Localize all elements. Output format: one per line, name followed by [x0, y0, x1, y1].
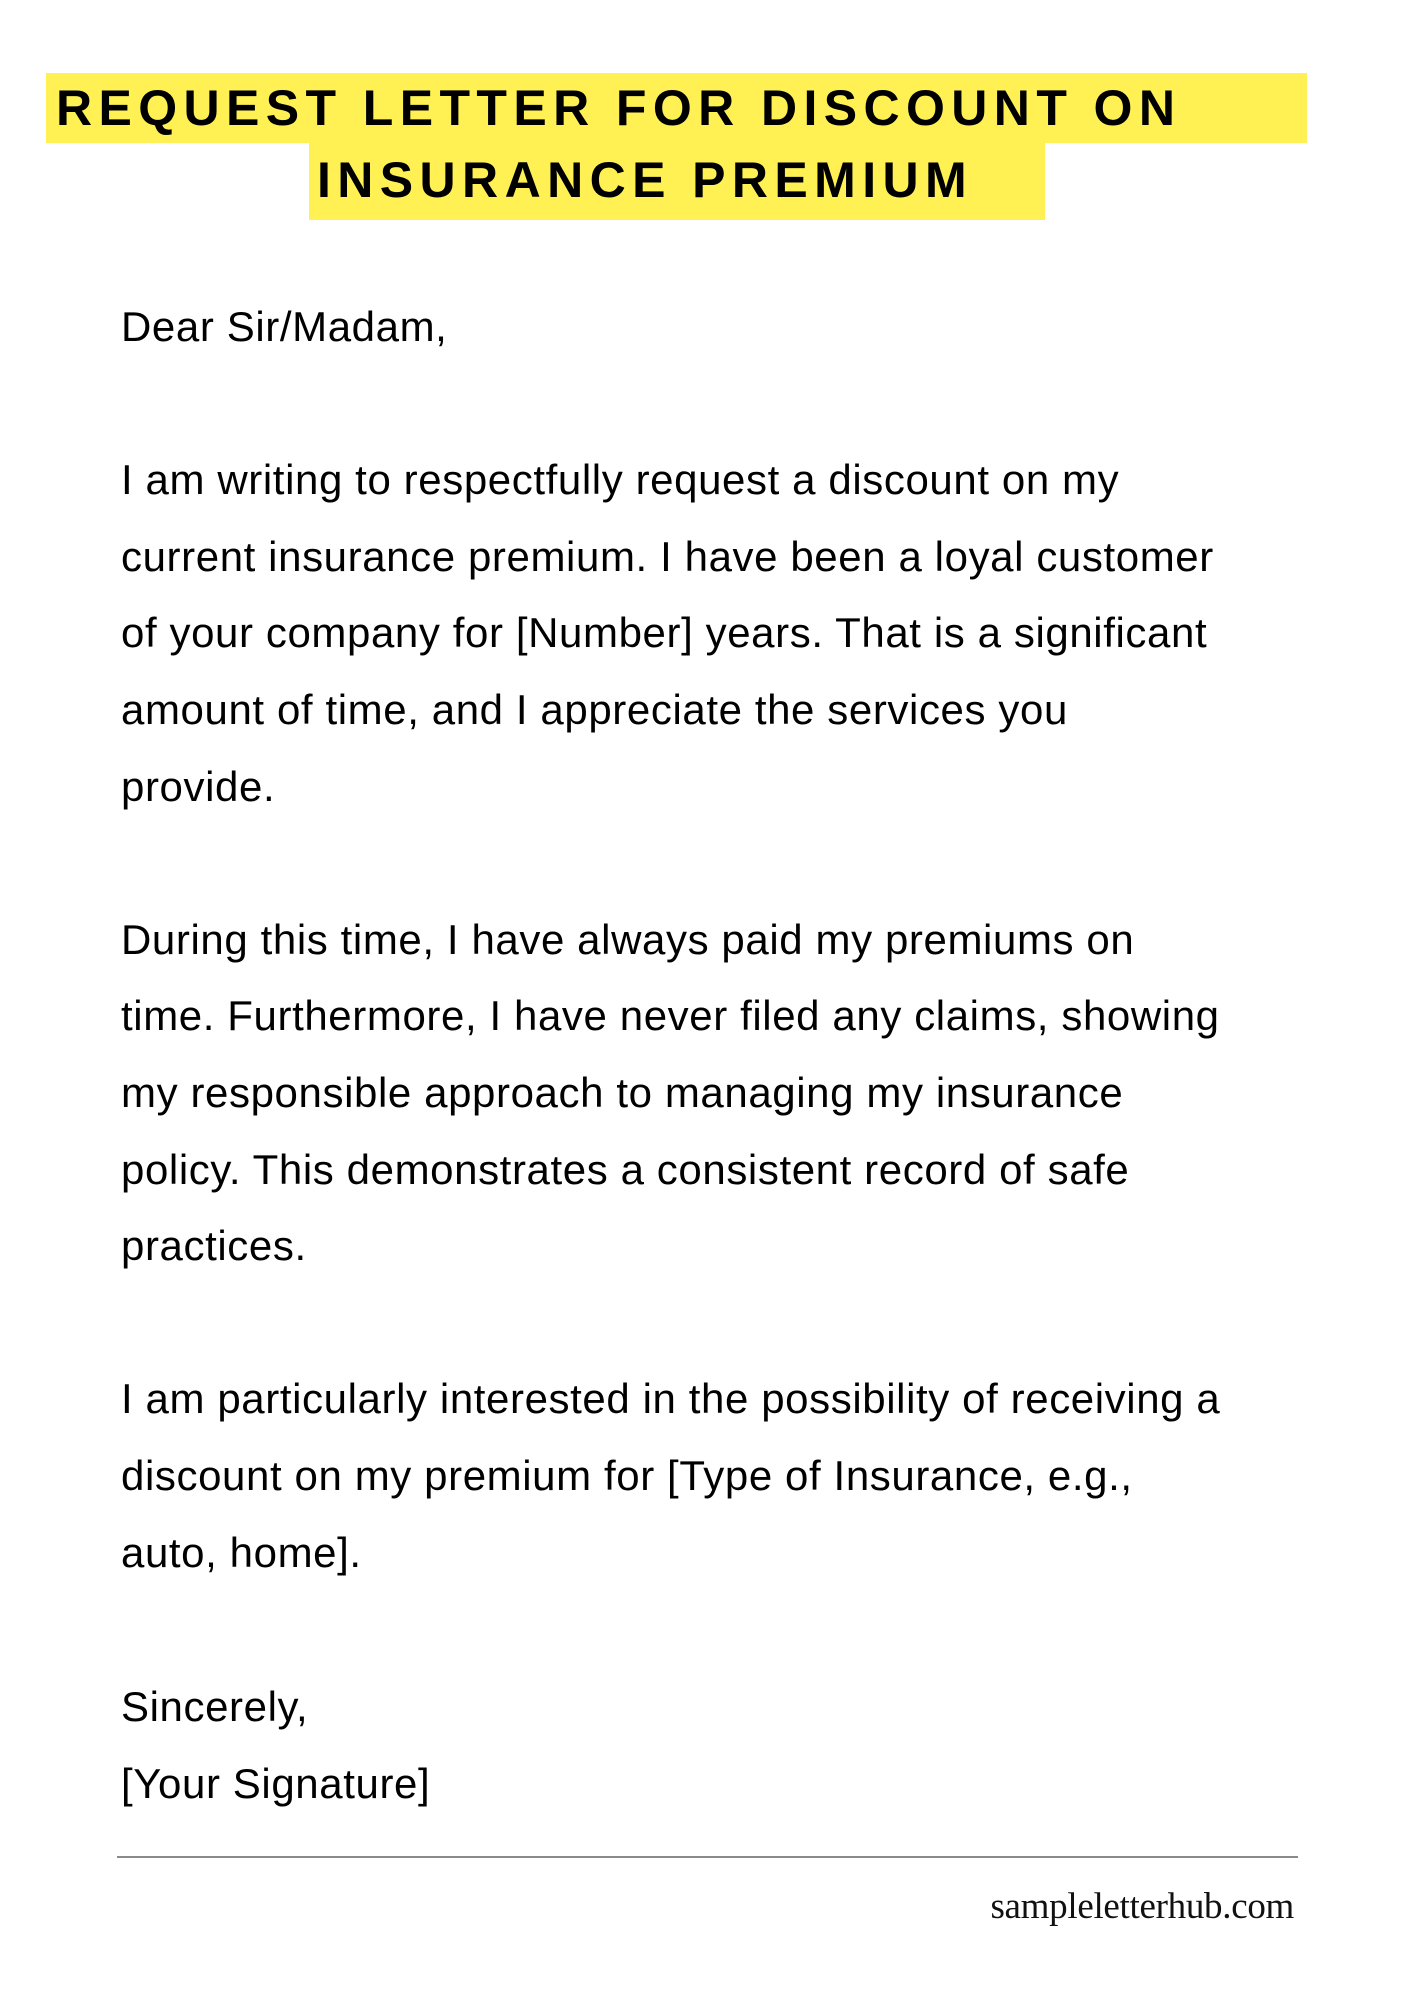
title-line-2: INSURANCE PREMIUM	[309, 143, 1045, 220]
paragraph-line: provide.	[121, 762, 276, 810]
paragraph-spacer	[121, 366, 1381, 443]
paragraph-3	[121, 1361, 1381, 1591]
paragraph-2	[121, 902, 1381, 1285]
salutation: Dear Sir/Madam,	[121, 303, 448, 350]
paragraph-line: discount on my premium for [Type of Insurance, e.g.,	[121, 1451, 1133, 1499]
signature-placeholder: [Your Signature]	[121, 1759, 431, 1807]
footer-website: sampleletterhub.com	[990, 1886, 1294, 1927]
paragraph-line: auto, home].	[121, 1528, 362, 1576]
paragraph-line: time. Furthermore, I have never filed any claims, showing	[121, 992, 1220, 1040]
paragraph-1	[121, 442, 1381, 825]
paragraph-line: During this time, I have always paid my premiums on	[121, 915, 1135, 963]
paragraph-line: current insurance premium. I have been a loyal customer	[121, 532, 1214, 580]
paragraph-line: amount of time, and I appreciate the services you	[121, 685, 1068, 733]
paragraph-spacer	[121, 1285, 1381, 1362]
closing-block	[121, 1668, 430, 1821]
paragraph-spacer	[121, 825, 1381, 902]
paragraph-line: practices.	[121, 1222, 307, 1270]
paragraph-line: I am particularly interested in the possibility of receiving a	[121, 1375, 1221, 1423]
letter-body	[121, 289, 1381, 1591]
paragraph-line: policy. This demonstrates a consistent record of safe	[121, 1145, 1130, 1193]
paragraph-line: of your company for [Number] years. That is a significant	[121, 609, 1208, 657]
paragraph-line: I am writing to respectfully request a discount on my	[121, 456, 1120, 504]
paragraph-line: my responsible approach to managing my insurance	[121, 1068, 1124, 1116]
closing: Sincerely,	[121, 1683, 309, 1730]
footer-divider	[117, 1856, 1298, 1858]
title-line-1: REQUEST LETTER FOR DISCOUNT ON	[46, 73, 1307, 143]
